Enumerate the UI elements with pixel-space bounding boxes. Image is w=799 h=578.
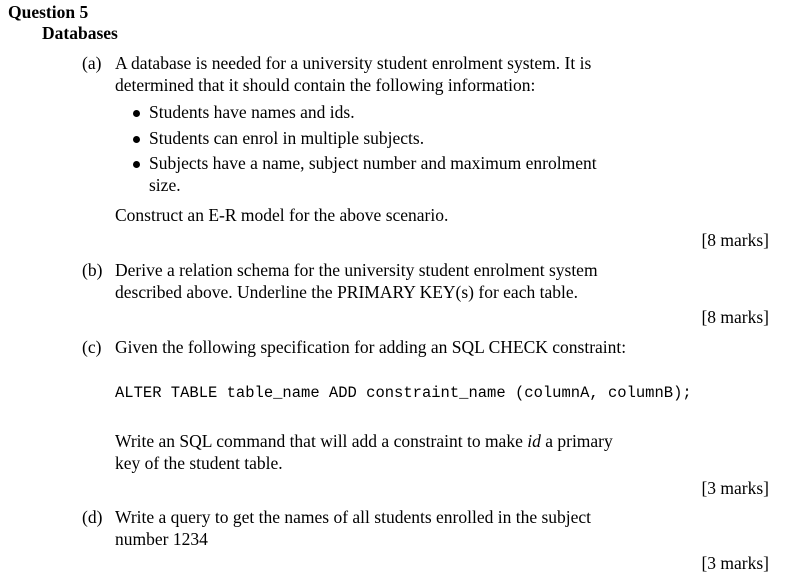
part-a-task: Construct an E-R model for the above scenario. xyxy=(115,205,449,225)
question-topic: Databases xyxy=(42,23,118,43)
part-c-line3: key of the student table. xyxy=(115,453,283,473)
part-c-label: (c) xyxy=(82,337,102,357)
part-d-line2: number 1234 xyxy=(115,529,208,549)
question-title: Question 5 xyxy=(8,2,89,22)
part-b-label: (b) xyxy=(82,260,103,280)
part-d-marks: [3 marks] xyxy=(701,553,769,573)
part-b-line1: Derive a relation schema for the university student enrolment system xyxy=(115,260,598,280)
bullet-icon xyxy=(133,161,140,168)
part-c-marks: [3 marks] xyxy=(701,478,769,498)
part-d-label: (d) xyxy=(82,507,103,527)
part-a-label: (a) xyxy=(82,53,102,73)
part-b-marks: [8 marks] xyxy=(701,307,769,327)
part-a-line2: determined that it should contain the following information: xyxy=(115,75,536,95)
part-d-line1: Write a query to get the names of all students enrolled in the subject xyxy=(115,507,592,527)
part-b-line2: described above. Underline the PRIMARY KEY(s) for each table. xyxy=(115,282,578,302)
part-c-line2: Write an SQL command that will add a constraint to make id a primary xyxy=(115,431,613,451)
part-a-bullet-2: Students can enrol in multiple subjects. xyxy=(149,128,425,148)
part-a-bullet-3: Subjects have a name, subject number and maximum enrolment xyxy=(149,153,597,173)
part-a-marks: [8 marks] xyxy=(701,230,769,250)
bullet-icon xyxy=(133,110,140,117)
bullet-icon xyxy=(133,136,140,143)
part-a-bullet-1: Students have names and ids. xyxy=(149,102,355,122)
part-a-bullet-3-cont: size. xyxy=(149,175,181,195)
part-c-code: ALTER TABLE table_name ADD constraint_name (columnA, columnB); xyxy=(115,384,692,402)
part-c-line1: Given the following specification for adding an SQL CHECK constraint: xyxy=(115,337,627,357)
part-a-line1: A database is needed for a university student enrolment system. It is xyxy=(115,53,592,73)
emphasis-id: id xyxy=(527,431,541,451)
